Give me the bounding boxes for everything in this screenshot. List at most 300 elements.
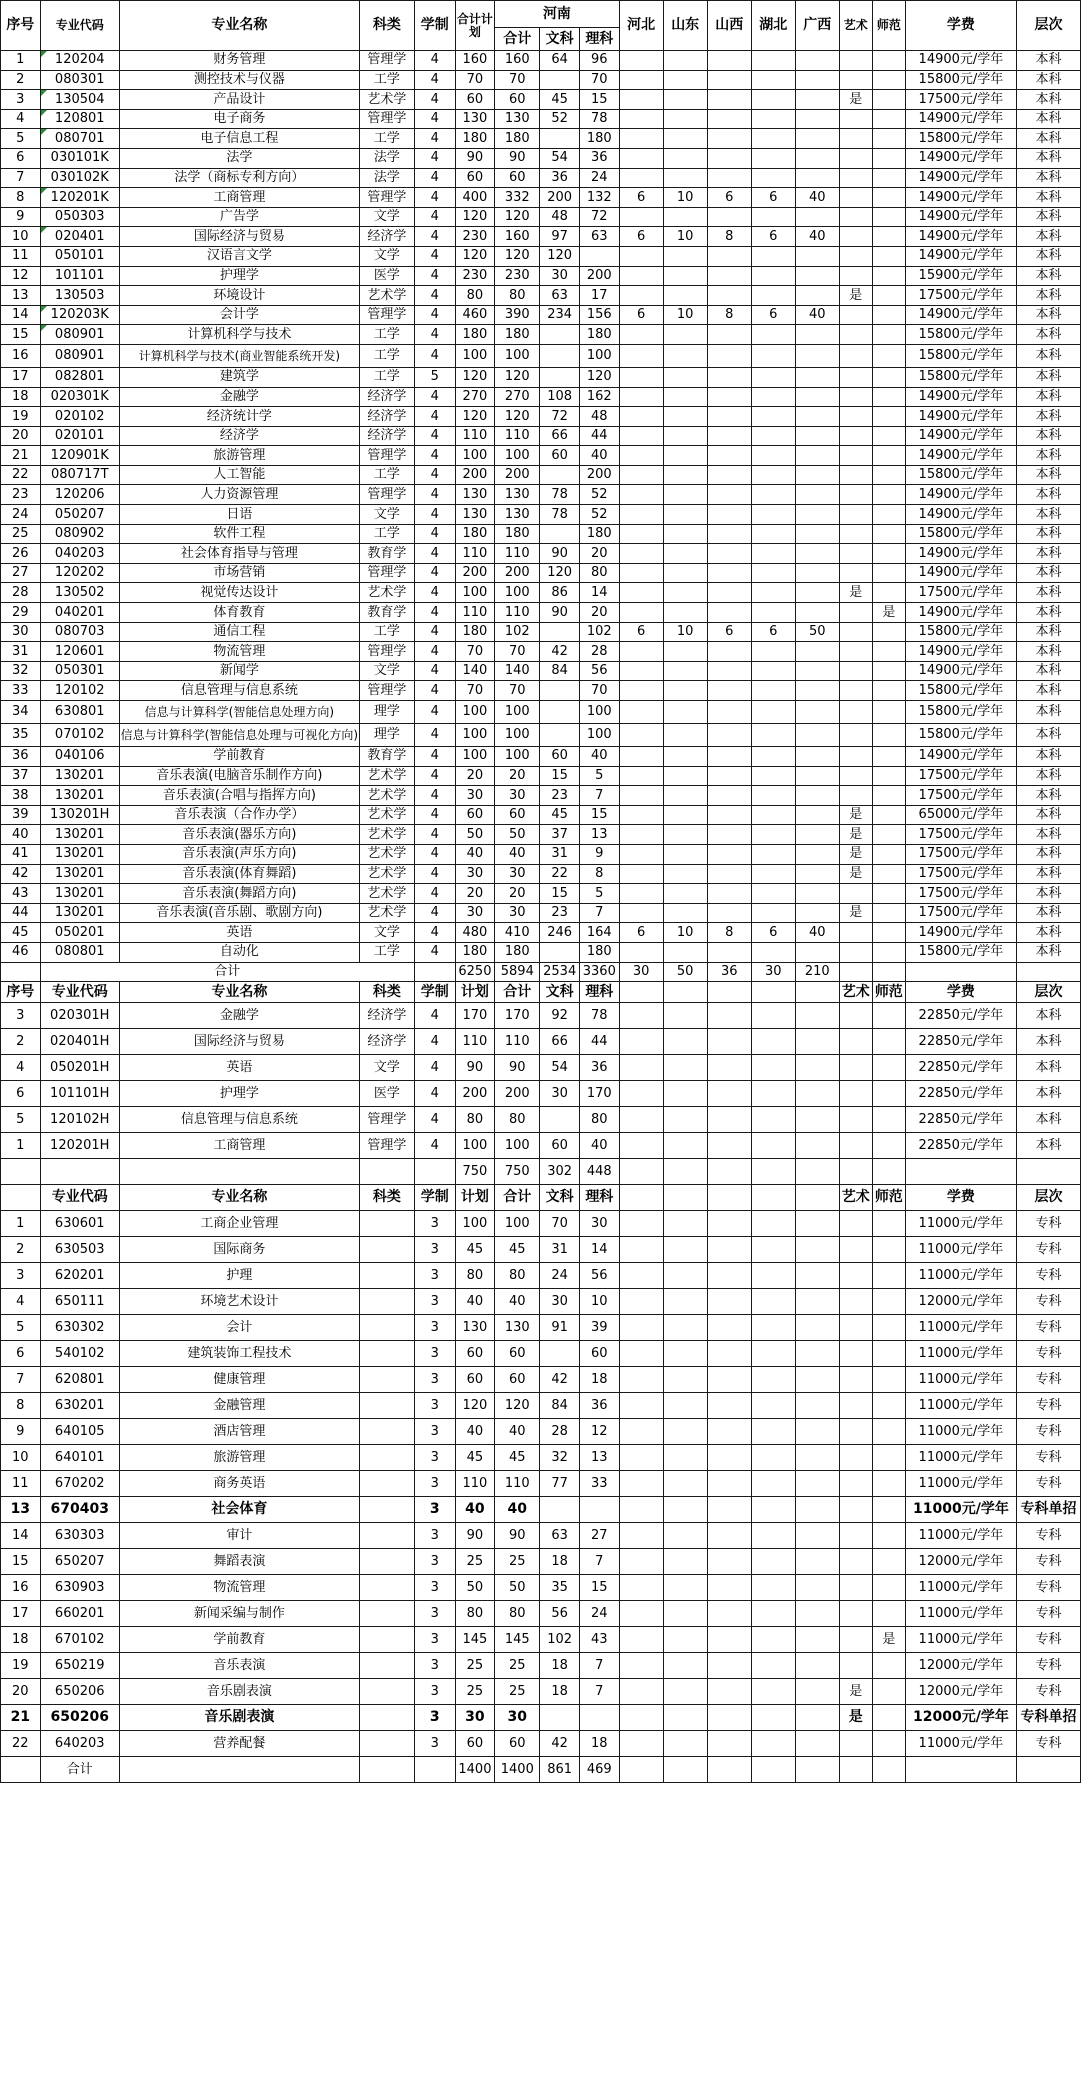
empty-cell: [619, 1029, 663, 1055]
henan-total: 60: [495, 805, 540, 825]
plan-total: 200: [455, 563, 495, 583]
hubei-quota: [751, 485, 795, 505]
empty-cell: [707, 1575, 751, 1601]
header-blank: [751, 1185, 795, 1211]
empty-cell: [663, 1003, 707, 1029]
henan-total: 270: [495, 387, 540, 407]
total-blank: [795, 1757, 839, 1783]
empty-cell: [619, 1549, 663, 1575]
art-flag: 是: [839, 583, 872, 603]
henan-arts: [540, 1341, 580, 1367]
major-name: 社会体育: [119, 1497, 359, 1523]
row-number: 20: [1, 426, 41, 446]
henan-science: 170: [579, 1081, 619, 1107]
normal-flag: [872, 805, 905, 825]
shandong-quota: 10: [663, 305, 707, 325]
degree-level: 本科: [1017, 246, 1081, 266]
duration: 3: [414, 1471, 455, 1497]
empty-cell: [663, 1237, 707, 1263]
hebei-quota: [619, 426, 663, 446]
empty-cell: [707, 1653, 751, 1679]
major-code: 120204: [40, 51, 119, 71]
row-number: 40: [1, 825, 41, 845]
henan-total: 25: [495, 1549, 540, 1575]
category: [359, 1237, 414, 1263]
shanxi-quota: [707, 942, 751, 962]
empty-cell: [707, 1341, 751, 1367]
major-name: 舞蹈表演: [119, 1549, 359, 1575]
major-name: 会计: [119, 1315, 359, 1341]
row-number: 11: [1, 1471, 41, 1497]
plan-total: 400: [455, 188, 495, 208]
total-blank: [119, 1757, 359, 1783]
art-flag: [839, 681, 872, 701]
guangxi-quota: [795, 446, 839, 466]
major-name: 社会体育指导与管理: [119, 544, 359, 564]
art-flag: 是: [839, 903, 872, 923]
tuition-fee: 14900元/学年: [905, 505, 1016, 525]
plan-total: 60: [455, 168, 495, 188]
category: 管理学: [359, 109, 414, 129]
category: 经济学: [359, 227, 414, 247]
shandong-quota: [663, 367, 707, 387]
hebei-quota: [619, 884, 663, 904]
plan-total: 60: [455, 1367, 495, 1393]
henan-arts: 31: [540, 1237, 580, 1263]
shandong-quota: [663, 344, 707, 367]
empty-cell: [795, 1029, 839, 1055]
major-name: 旅游管理: [119, 1445, 359, 1471]
row-number: 34: [1, 701, 41, 724]
henan-arts: 84: [540, 661, 580, 681]
normal-flag: [872, 1393, 905, 1419]
duration: 4: [414, 1133, 455, 1159]
row-number: 2: [1, 1029, 41, 1055]
henan-total: 110: [495, 426, 540, 446]
tuition-fee: 11000元/学年: [905, 1523, 1016, 1549]
major-code: 120801: [40, 109, 119, 129]
category: 工学: [359, 129, 414, 149]
shanxi-quota: [707, 642, 751, 662]
empty-cell: [707, 1445, 751, 1471]
tuition-fee: 14900元/学年: [905, 544, 1016, 564]
art-flag: [839, 786, 872, 806]
empty-cell: [751, 1497, 795, 1523]
henan-total: 110: [495, 603, 540, 623]
shanxi-quota: [707, 724, 751, 747]
shanxi-quota: [707, 387, 751, 407]
header-art: 艺术: [839, 1, 872, 51]
henan-total: 102: [495, 622, 540, 642]
table-row: [1, 583, 1081, 603]
major-code: 620201: [40, 1263, 119, 1289]
normal-flag: [872, 407, 905, 427]
header-category: 科类: [359, 982, 414, 1003]
table-row: [1, 344, 1081, 367]
row-number: 3: [1, 90, 41, 110]
table-row: [1, 505, 1081, 525]
degree-level: 本科: [1017, 747, 1081, 767]
degree-level: 专科: [1017, 1237, 1081, 1263]
empty-cell: [707, 1211, 751, 1237]
total-plan: 1400: [455, 1757, 495, 1783]
tuition-fee: 11000元/学年: [905, 1419, 1016, 1445]
table-row: [1, 305, 1081, 325]
major-name: 音乐表演(器乐方向): [119, 825, 359, 845]
duration: 3: [414, 1549, 455, 1575]
category: 工学: [359, 325, 414, 345]
guangxi-quota: [795, 661, 839, 681]
tuition-fee: 15800元/学年: [905, 465, 1016, 485]
tuition-fee: 14900元/学年: [905, 227, 1016, 247]
hebei-quota: 6: [619, 305, 663, 325]
major-name: 国际经济与贸易: [119, 1029, 359, 1055]
henan-science: 43: [579, 1627, 619, 1653]
major-name: 信息管理与信息系统: [119, 681, 359, 701]
duration: 3: [414, 1211, 455, 1237]
hebei-quota: [619, 844, 663, 864]
degree-level: 专科: [1017, 1263, 1081, 1289]
guangxi-quota: [795, 805, 839, 825]
degree-level: 本科: [1017, 1029, 1081, 1055]
henan-arts: 54: [540, 148, 580, 168]
shanxi-quota: [707, 864, 751, 884]
table-row: [1, 724, 1081, 747]
duration: 4: [414, 344, 455, 367]
plan-total: 160: [455, 51, 495, 71]
tuition-fee: 22850元/学年: [905, 1003, 1016, 1029]
major-code: 020301K: [40, 387, 119, 407]
degree-level: 本科: [1017, 1107, 1081, 1133]
empty-cell: [619, 1731, 663, 1757]
art-flag: [839, 766, 872, 786]
row-number: 13: [1, 286, 41, 306]
empty-cell: [663, 1133, 707, 1159]
henan-arts: 23: [540, 903, 580, 923]
header-fee: 学费: [905, 1185, 1016, 1211]
empty-cell: [839, 1029, 872, 1055]
category: [359, 1679, 414, 1705]
category: 艺术学: [359, 766, 414, 786]
row-number: 16: [1, 1575, 41, 1601]
total-blank: [905, 1757, 1016, 1783]
plan-total: 25: [455, 1679, 495, 1705]
guangxi-quota: [795, 109, 839, 129]
duration: 4: [414, 825, 455, 845]
major-code: 130201H: [40, 805, 119, 825]
henan-arts: 84: [540, 1393, 580, 1419]
header-total: 合计: [495, 982, 540, 1003]
row-number: 2: [1, 1237, 41, 1263]
hebei-quota: [619, 446, 663, 466]
empty-cell: [795, 1289, 839, 1315]
degree-level: 本科: [1017, 207, 1081, 227]
major-code: 030101K: [40, 148, 119, 168]
hubei-quota: [751, 864, 795, 884]
degree-level: 本科: [1017, 681, 1081, 701]
henan-total: 30: [495, 864, 540, 884]
henan-total: 30: [495, 903, 540, 923]
header-art: 艺术: [839, 982, 872, 1003]
henan-arts: 78: [540, 505, 580, 525]
empty-cell: [839, 1081, 872, 1107]
total-hubei: 30: [751, 962, 795, 982]
normal-flag: [872, 367, 905, 387]
header-level: 层次: [1017, 1, 1081, 51]
empty-cell: [707, 1263, 751, 1289]
henan-science: 36: [579, 148, 619, 168]
major-code: 650111: [40, 1289, 119, 1315]
degree-level: 本科: [1017, 942, 1081, 962]
empty-cell: [795, 1263, 839, 1289]
row-number: 4: [1, 109, 41, 129]
guangxi-quota: [795, 148, 839, 168]
empty-cell: [872, 1081, 905, 1107]
tuition-fee: 22850元/学年: [905, 1107, 1016, 1133]
hebei-quota: [619, 109, 663, 129]
major-name: 音乐剧表演: [119, 1679, 359, 1705]
total-blank: [359, 1159, 414, 1185]
art-flag: 是: [839, 864, 872, 884]
category: 工学: [359, 524, 414, 544]
hebei-quota: [619, 325, 663, 345]
guangxi-quota: [795, 426, 839, 446]
art-flag: [839, 1627, 872, 1653]
guangxi-quota: 40: [795, 227, 839, 247]
empty-cell: [663, 1211, 707, 1237]
duration: 4: [414, 681, 455, 701]
total-blank: [414, 1159, 455, 1185]
major-code: 630503: [40, 1237, 119, 1263]
major-name: 人力资源管理: [119, 485, 359, 505]
header-guangxi: 广西: [795, 1, 839, 51]
table-row: [1, 524, 1081, 544]
major-code: 120206: [40, 485, 119, 505]
duration: 3: [414, 1393, 455, 1419]
hubei-quota: [751, 701, 795, 724]
duration: 4: [414, 1081, 455, 1107]
major-name: 工商管理: [119, 188, 359, 208]
guangxi-quota: [795, 51, 839, 71]
plan-total: 70: [455, 681, 495, 701]
shandong-quota: [663, 325, 707, 345]
hubei-quota: [751, 825, 795, 845]
hebei-quota: [619, 286, 663, 306]
table-row: [1, 1029, 1081, 1055]
shandong-quota: [663, 884, 707, 904]
header-blank: [751, 982, 795, 1003]
shanxi-quota: [707, 505, 751, 525]
header-henan-science: 理科: [579, 28, 619, 51]
henan-arts: 52: [540, 109, 580, 129]
henan-total: 180: [495, 129, 540, 149]
empty-cell: [619, 1133, 663, 1159]
hebei-quota: [619, 661, 663, 681]
tuition-fee: 14900元/学年: [905, 603, 1016, 623]
shanxi-quota: [707, 903, 751, 923]
row-number: 1: [1, 1211, 41, 1237]
duration: 4: [414, 305, 455, 325]
henan-arts: 60: [540, 747, 580, 767]
shandong-quota: [663, 563, 707, 583]
henan-arts: 30: [540, 1081, 580, 1107]
henan-science: [579, 1705, 619, 1731]
henan-total: 160: [495, 227, 540, 247]
section3-total-row: [1, 1757, 1081, 1783]
hubei-quota: 6: [751, 622, 795, 642]
degree-level: 专科: [1017, 1731, 1081, 1757]
empty-cell: [663, 1315, 707, 1341]
tuition-fee: 14900元/学年: [905, 923, 1016, 943]
total-blank: [1017, 962, 1081, 982]
row-number: 30: [1, 622, 41, 642]
art-flag: [839, 446, 872, 466]
table-row: [1, 1731, 1081, 1757]
empty-cell: [619, 1107, 663, 1133]
duration: 5: [414, 367, 455, 387]
degree-level: 专科: [1017, 1341, 1081, 1367]
category: 工学: [359, 622, 414, 642]
major-code: 650219: [40, 1653, 119, 1679]
header-code: 专业代码: [40, 1185, 119, 1211]
degree-level: 专科: [1017, 1679, 1081, 1705]
category: 法学: [359, 168, 414, 188]
degree-level: 专科: [1017, 1549, 1081, 1575]
shanxi-quota: [707, 844, 751, 864]
row-number: 10: [1, 1445, 41, 1471]
major-name: 护理学: [119, 1081, 359, 1107]
major-code: 130201: [40, 825, 119, 845]
major-code: 120201K: [40, 188, 119, 208]
henan-total: 50: [495, 1575, 540, 1601]
header-hebei: 河北: [619, 1, 663, 51]
henan-science: [579, 246, 619, 266]
henan-science: 17: [579, 286, 619, 306]
henan-arts: [540, 942, 580, 962]
art-flag: [839, 1341, 872, 1367]
plan-total: 140: [455, 661, 495, 681]
row-number: 19: [1, 1653, 41, 1679]
degree-level: 专科: [1017, 1289, 1081, 1315]
henan-arts: 31: [540, 844, 580, 864]
guangxi-quota: [795, 465, 839, 485]
row-number: 23: [1, 485, 41, 505]
degree-level: 本科: [1017, 923, 1081, 943]
guangxi-quota: [795, 344, 839, 367]
hebei-quota: [619, 90, 663, 110]
guangxi-quota: [795, 563, 839, 583]
plan-total: 145: [455, 1627, 495, 1653]
henan-arts: 15: [540, 884, 580, 904]
row-number: 3: [1, 1003, 41, 1029]
total-blank: [40, 1159, 119, 1185]
category: 艺术学: [359, 844, 414, 864]
henan-arts: 23: [540, 786, 580, 806]
tuition-fee: 17500元/学年: [905, 884, 1016, 904]
header-blank: [619, 1185, 663, 1211]
total-shandong: 50: [663, 962, 707, 982]
row-number: 5: [1, 129, 41, 149]
hubei-quota: [751, 505, 795, 525]
degree-level: 本科: [1017, 129, 1081, 149]
empty-cell: [795, 1133, 839, 1159]
major-name: 音乐表演(音乐剧、歌剧方向): [119, 903, 359, 923]
shanxi-quota: [707, 766, 751, 786]
major-name: 审计: [119, 1523, 359, 1549]
hebei-quota: [619, 485, 663, 505]
category: 工学: [359, 367, 414, 387]
empty-cell: [707, 1471, 751, 1497]
category: 艺术学: [359, 884, 414, 904]
row-number: 36: [1, 747, 41, 767]
henan-arts: 90: [540, 603, 580, 623]
major-name: 产品设计: [119, 90, 359, 110]
total-blank: [839, 1757, 872, 1783]
shanxi-quota: [707, 485, 751, 505]
henan-science: 56: [579, 661, 619, 681]
category: 经济学: [359, 1029, 414, 1055]
category: 医学: [359, 1081, 414, 1107]
art-flag: [839, 344, 872, 367]
major-code: 630903: [40, 1575, 119, 1601]
henan-science: 28: [579, 642, 619, 662]
header-art: 艺术: [839, 1185, 872, 1211]
degree-level: 专科: [1017, 1523, 1081, 1549]
table-row: [1, 805, 1081, 825]
total-label: 合计: [40, 962, 414, 982]
art-flag: [839, 51, 872, 71]
duration: 4: [414, 407, 455, 427]
major-code: 050207: [40, 505, 119, 525]
hubei-quota: [751, 446, 795, 466]
empty-cell: [751, 1003, 795, 1029]
major-name: 电子商务: [119, 109, 359, 129]
degree-level: 本科: [1017, 701, 1081, 724]
plan-total: 100: [455, 1133, 495, 1159]
table-row: [1, 825, 1081, 845]
empty-cell: [619, 1315, 663, 1341]
total-blank: [839, 1159, 872, 1185]
empty-cell: [872, 1003, 905, 1029]
category: 工学: [359, 465, 414, 485]
table-row: [1, 1211, 1081, 1237]
plan-total: 40: [455, 844, 495, 864]
empty-cell: [619, 1653, 663, 1679]
category: [359, 1341, 414, 1367]
row-number: 21: [1, 446, 41, 466]
art-flag: [839, 622, 872, 642]
shanxi-quota: [707, 407, 751, 427]
normal-flag: [872, 148, 905, 168]
category: 教育学: [359, 544, 414, 564]
tuition-fee: 14900元/学年: [905, 109, 1016, 129]
henan-arts: 15: [540, 766, 580, 786]
henan-total: 40: [495, 1497, 540, 1523]
duration: 3: [414, 1705, 455, 1731]
henan-arts: 18: [540, 1653, 580, 1679]
row-number: 37: [1, 766, 41, 786]
hebei-quota: [619, 465, 663, 485]
table-row: [1, 766, 1081, 786]
henan-total: 60: [495, 1341, 540, 1367]
hubei-quota: [751, 387, 795, 407]
shanxi-quota: [707, 465, 751, 485]
hebei-quota: 6: [619, 622, 663, 642]
total-blank: [414, 1757, 455, 1783]
empty-cell: [795, 1341, 839, 1367]
plan-total: 120: [455, 1393, 495, 1419]
henan-total: 180: [495, 942, 540, 962]
